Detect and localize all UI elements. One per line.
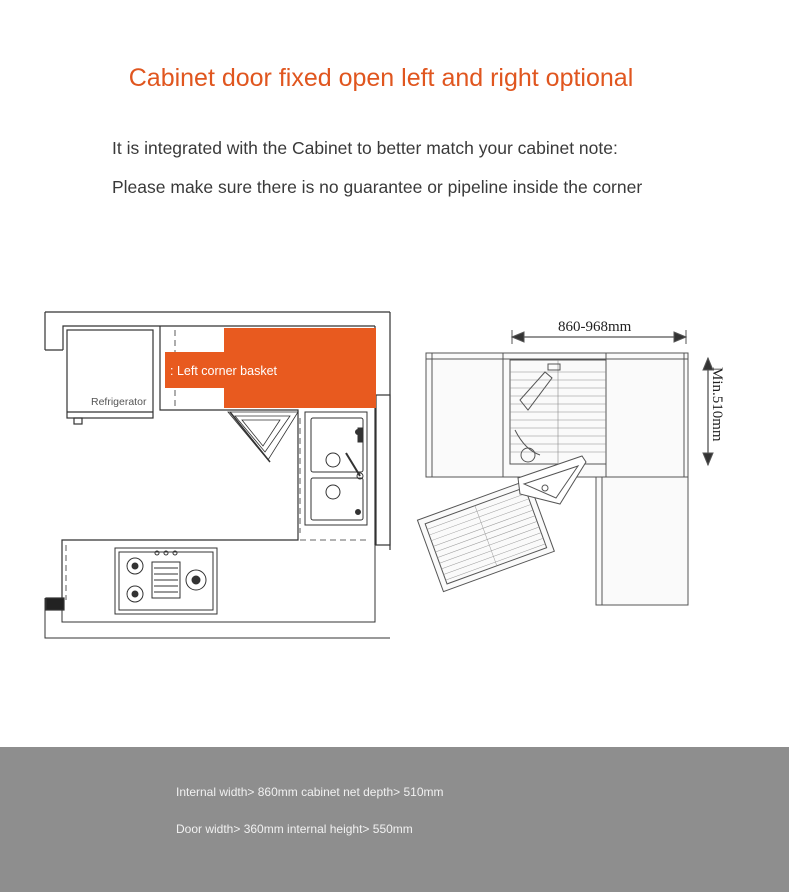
kitchen-diagram [0,290,789,650]
description-line-2: Please make sure there is no guarantee or pipeline inside the corner [112,177,643,197]
corner-basket-drawing [417,330,713,605]
depth-dimension-label: Min.510mm [709,367,725,442]
spec-internal-width: Internal width> 860mm cabinet net depth> 510mm [176,785,444,799]
gas-stove [115,548,217,614]
width-dimension-label: 860-968mm [558,319,632,335]
corner-basket-label: : Left corner basket [170,364,278,378]
description-line-1: It is integrated with the Cabinet to better match your cabinet note: [112,138,618,158]
spec-footer [0,747,789,892]
spec-door-width: Door width> 360mm internal height> 550mm [176,822,413,836]
page-title: Cabinet door fixed open left and right optional [128,64,634,92]
refrigerator-label: Refrigerator [91,396,147,408]
corner-basket-shape [228,412,298,462]
double-sink [305,412,367,525]
